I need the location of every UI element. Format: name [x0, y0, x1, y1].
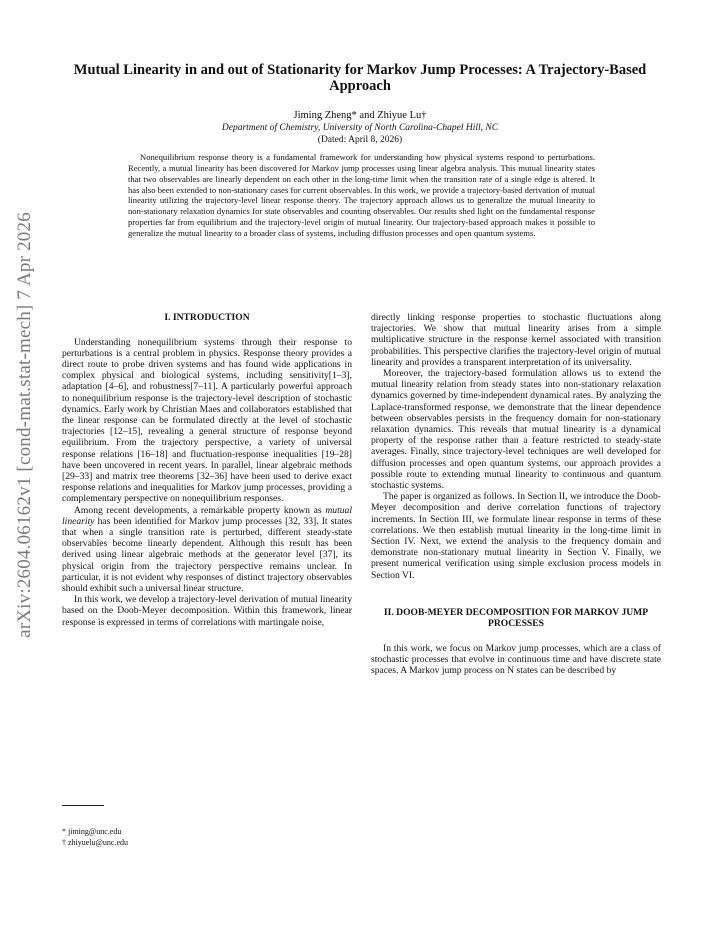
date-line: (Dated: April 8, 2026) — [317, 135, 403, 145]
abstract: Nonequilibrium response theory is a fundamental framework for understanding how physical systems respond to perturbations. Recently, a mutual linearity has been discovered for Markov jump processes using linear algebra analysis. This mutual linearity states that two observables are linearly dependent on each other in the long-time limit when the transition rate of a single edge is altered. It has also been extended to non-stationary cases for current observables. In this work, we provide a trajectory-based derivation of mutual linearity utilizing the trajectory-level linear response theory. The trajectory approach allows us to generalize the mutual linearity to non-stationary relaxation dynamics for state observables and counting observables. Our results shed light on the fundamental response properties far from equilibrium and the trajectory-level origin of mutual linearity. Our trajectory-based approach makes it possible to generalize the mutual linearity to a broader class of systems, including diffusion processes and open quantum systems. — [128, 152, 595, 238]
section-heading-introduction: I. INTRODUCTION — [164, 312, 250, 323]
paragraph: The paper is organized as follows. In Section II, we introduce the Doob-Meyer decomposition and derive correlation functions of trajectory increments. In Section III, we formulate linear response in terms of these correlations. We then establish mutual linearity in the long-time limit in Section IV. Next, we extend the analysis to the frequency domain and demonstrate non-stationary mutual linearity in Section V. Finally, we present numerical verification using simple exclusion process models in Section VI. — [371, 491, 661, 581]
left-column — [62, 312, 352, 628]
paper-title: Mutual Linearity in and out of Stationarity for Markov Jump Processes: A Trajectory-Based Approach — [73, 62, 647, 94]
paragraph: directly linking response properties to stochastic fluctuations along trajectories. We show that mutual linearity arises from a simple multiplicative structure in the response kernel associated with transition probabilities. This perspective clarifies the trajectory-level origin of mutual linearity and provides a transparent interpretation of its universality. — [371, 312, 661, 368]
emphasis-term: mutual linearity — [62, 504, 352, 527]
right-column — [371, 312, 661, 676]
authors: Jiming Zheng* and Zhiyue Lu† — [293, 110, 427, 121]
paragraph: In this work, we focus on Markov jump processes, which are a class of stochastic processes that evolve in continuous time and have discrete state spaces. A Markov jump process on N states can be described by — [371, 642, 661, 677]
footnote-rule — [62, 805, 104, 806]
footnote-email-1: * jiming@unc.edu — [62, 827, 122, 836]
arxiv-identifier: arXiv:2604.06162v1 [cond-mat.stat-mech] 7 Apr 2026 — [14, 212, 35, 638]
arxiv-sidebar — [8, 200, 42, 650]
section-heading-doob-meyer: II. DOOB-MEYER DECOMPOSITION FOR MARKOV JUMP PROCESSES — [383, 606, 649, 630]
paragraph: Understanding nonequilibrium systems through their response to perturbations is a central problem in physics. Response theory provides a direct route to probe driven systems and has found wide applications in complex physical and biological systems, including sensitivity[1–3], adaptation [4–6], and robustness[7–11]. A particularly powerful approach to nonequilibrium response is the trajectory-level description of stochastic dynamics. Early work by Christian Maes and collaborators established that the linear response can be formulated directly at the level of stochastic trajectories [12–15], revealing a general structure of response beyond equilibrium. From the trajectory perspective, a variety of universal response relations [16–18] and fluctuation-response inequalities [19–28] have been uncovered in recent years. In parallel, linear algebraic methods [29–33] and matrix tree theorems [32–36] have been used to derive exact response relations and inequalities for Markov jump processes, providing a complementary perspective on nonequilibrium responses. — [62, 336, 352, 505]
paragraph: Among recent developments, a remarkable property known as mutual linearity has been identified for Markov jump processes [32, 33]. It states that when a single transition rate is perturbed, different steady-state observables become linearly dependent. Although this result has been derived using linear algebraic methods at the generator level [37], its physical origin from the trajectory perspective remains unclear. In particular, it is not evident why responses of distinct trajectory observables should exhibit such a universal linear structure. — [62, 504, 352, 594]
affiliation: Department of Chemistry, University of North Carolina-Chapel Hill, NC — [221, 123, 499, 133]
footnote-email-2: † zhiyuelu@unc.edu — [62, 838, 129, 847]
paragraph: Moreover, the trajectory-based formulation allows us to extend the mutual linearity relation from steady states into non-stationary relaxation dynamics governed by time-independent dynamical rates. By analyzing the Laplace-transformed response, we demonstrate that the linear dependence between observables persists in the frequency domain for non-stationary relaxation dynamics. This reveals that mutual linearity is a dynamical property of the response rather than a feature restricted to steady-state averages. Finally, since trajectory-level techniques are well developed for diffusion processes and open quantum systems, our approach provides a possible route to extending mutual linearity to continuous and quantum stochastic systems. — [371, 368, 661, 492]
paragraph: In this work, we develop a trajectory-level derivation of mutual linearity based on the Doob-Meyer decomposition. Within this framework, linear response is expressed in terms of correlations with martingale noise, — [62, 594, 352, 628]
